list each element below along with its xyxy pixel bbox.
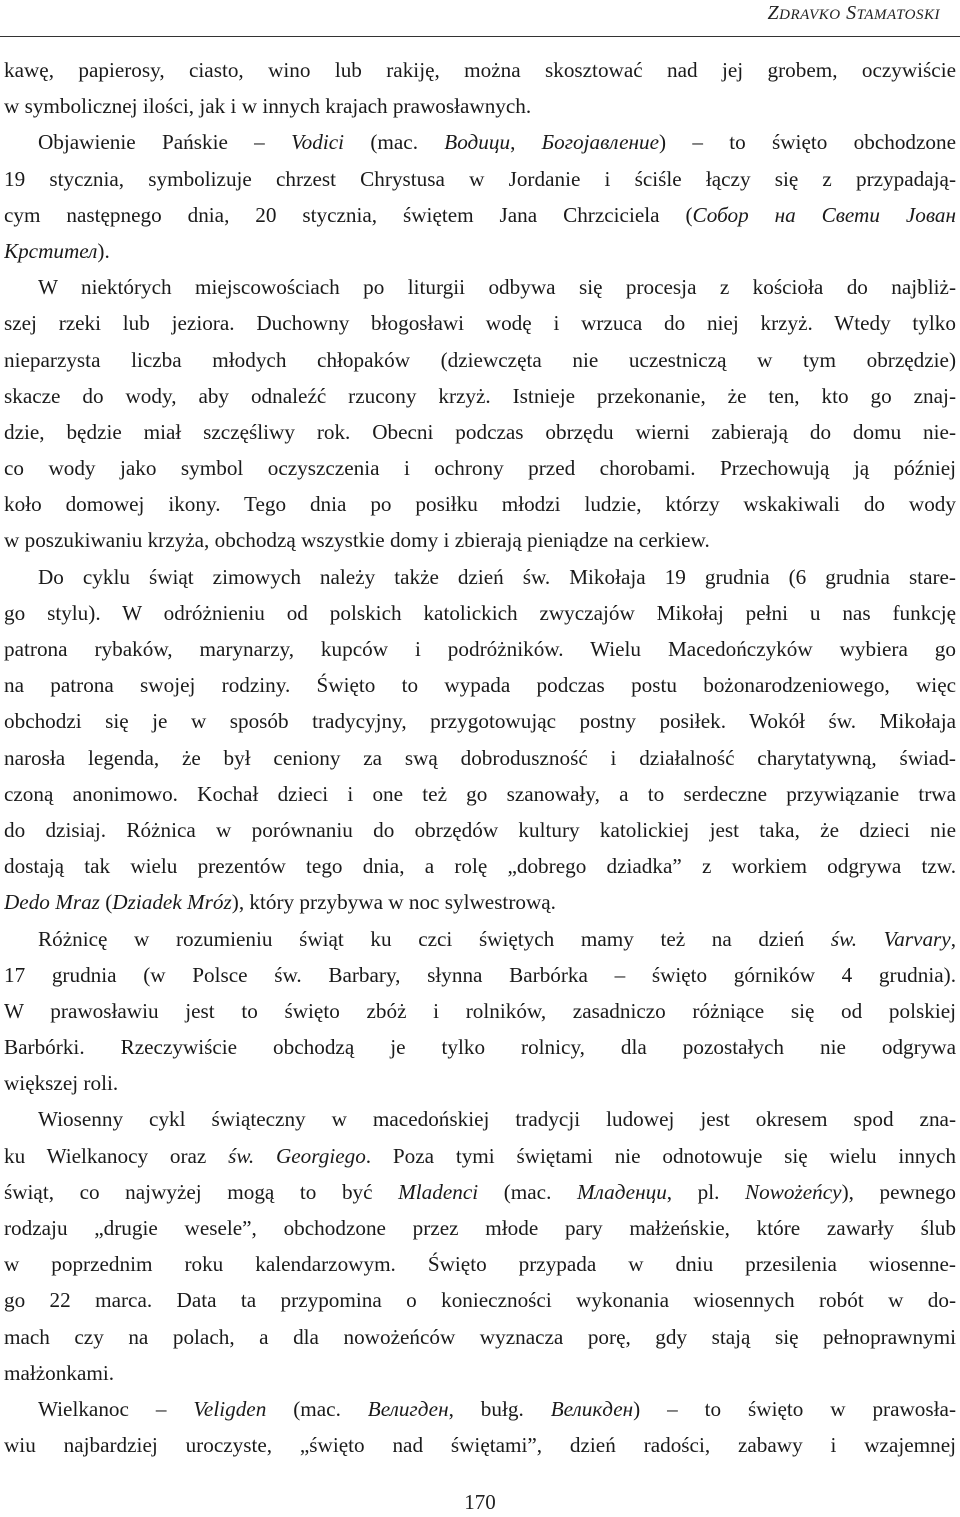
text-line (4, 414, 956, 450)
text-line (4, 1029, 956, 1065)
italic-span: Водици (444, 130, 511, 155)
text-span: . Poza tymi świętami nie odnotowuje się wielu innych (365, 1143, 956, 1168)
text-line (4, 776, 956, 812)
text-line (4, 1210, 956, 1246)
italic-span: Младенци (576, 1179, 667, 1204)
italic-span: Dziadek Mróz (112, 890, 232, 915)
page-number: 170 (464, 1490, 496, 1514)
italic-span: Велигден (367, 1396, 449, 1421)
text-line (4, 522, 956, 558)
text-span: w poprzednim roku kalendarzowym. Święto przypada w dniu przesilenia wiosenne- (4, 1252, 956, 1277)
author-last-initial: S (846, 2, 857, 24)
text-line (4, 957, 956, 993)
running-header (768, 2, 940, 25)
text-span: ). (97, 238, 110, 263)
text-span: go stylu). W odróżnieniu od polskich katolickich zwyczajów Mikołaj pełni u nas funkcję (4, 600, 956, 625)
text-span: go 22 marca. Data ta przypomina o konieczności wykonania wiosennych robót w do- (4, 1288, 956, 1313)
text-span: Różnicę w rozumieniu świąt ku czci świętych mamy też na dzień (38, 926, 831, 951)
text-span: Wielkanoc – (38, 1396, 194, 1421)
text-span: W niektórych miejscowościach po liturgii odbywa się procesja z kościoła do najbliż- (38, 275, 956, 300)
text-span: większej roli. (4, 1071, 119, 1096)
text-line (4, 342, 956, 378)
text-line (4, 486, 956, 522)
text-line (4, 161, 956, 197)
italic-span: św. Georgiego (228, 1143, 366, 1168)
italic-span: św. Varvary (830, 926, 951, 951)
text-line (4, 1391, 956, 1427)
author-first-initial: Z (767, 2, 780, 24)
italic-span: Vodici (291, 130, 345, 155)
text-span: Wiosenny cykl świąteczny w macedońskiej tradycji ludowej jest okresem spod zna- (38, 1107, 956, 1132)
text-line (4, 197, 956, 233)
text-span: 19 stycznia, symbolizuje chrzest Chrystusa w Jordanie i ściśle łączy się z przypadają- (4, 166, 956, 191)
text-span: małżonkami. (4, 1360, 115, 1385)
text-line (4, 993, 956, 1029)
text-line (4, 88, 956, 124)
text-line (4, 921, 956, 957)
text-span: (mac. (266, 1396, 368, 1421)
text-line (4, 378, 956, 414)
text-span: dzie, będzie miał szczęśliwy rok. Obecni podczas obrzędu wierni zabierają do domu nie- (4, 419, 956, 444)
text-line (4, 1065, 956, 1101)
text-line (4, 305, 956, 341)
text-line (4, 631, 956, 667)
text-span: ), który przybywa w noc sylwestrową. (231, 890, 556, 915)
author-last-rest: TAMATOSKI (856, 7, 940, 23)
text-span: ( (99, 890, 113, 915)
text-span: wiu najbardziej uroczyste, „święto nad świętami”, dzień radości, zabawy i wzajemnej (4, 1433, 956, 1458)
text-span: narosła legenda, że był ceniony za swą dobroduszność i działalność charytatywną, świad- (4, 745, 956, 770)
text-span: ), pewnego (841, 1179, 956, 1204)
text-span: nieparzysta liczba młodych chłopaków (dziewczęta nie uczestniczą w tym obrzędzie) (4, 347, 956, 372)
text-line (4, 1101, 956, 1137)
text-span: Do cyklu świąt zimowych należy także dzień św. Mikołaja 19 grudnia (6 grudnia stare- (38, 564, 956, 589)
italic-span: Богојавление (541, 130, 659, 155)
text-span: do dzisiaj. Różnica w porównaniu do obrzędów kultury katolickiej jest taka, że dzieci nie (4, 817, 956, 842)
text-line (4, 1246, 956, 1282)
text-span: Objawienie Pańskie – (38, 130, 292, 155)
text-span: patrona rybaków, marynarzy, kupców i podróżników. Wielu Macedończyków wybiera go (4, 637, 956, 661)
text-span: 17 grudnia (w Polsce św. Barbary, słynna Barbórka – święto górników 4 grudnia). (4, 962, 956, 987)
text-line (4, 1282, 956, 1318)
text-span: Barbórki. Rzeczywiście obchodzą je tylko rolnicy, dla pozostałych nie odgrywa (4, 1035, 956, 1060)
text-span: czoną anonimowo. Kochał dzieci i one też go szanowały, a to serdeczne przywiązanie trwa (4, 781, 956, 806)
text-line (4, 450, 956, 486)
text-span: skacze do wody, aby odnaleźć rzucony krzyż. Istnieje przekonanie, że ten, kto go znaj- (4, 383, 956, 408)
text-line (4, 1319, 956, 1355)
text-span: w symbolicznej ilości, jak i w innych krajach prawosławnych. (4, 94, 532, 119)
text-span: koło domowej ikony. Tego dnia po posiłku młodzi ludzie, którzy wskakiwali do wody (4, 492, 956, 517)
text-span: w poszukiwaniu krzyża, obchodzą wszystkie domy i zbierają pieniądze na cerkiew. (4, 528, 710, 553)
text-span: ku Wielkanocy oraz (4, 1143, 229, 1168)
text-line (4, 559, 956, 595)
text-line (4, 52, 956, 88)
text-span: na patrona swojej rodziny. Święto to wypada podczas postu bożonarodzeniowego, więc (4, 673, 956, 698)
italic-span: Dedo Mraz (4, 890, 100, 915)
text-line (4, 667, 956, 703)
text-span: szej rzeki lub jeziora. Duchowny błogosławi wodę i wrzuca do niej krzyż. Wtedy tylko (4, 311, 956, 336)
text-span: co wody jako symbol oczyszczenia i ochrony przed chorobami. Przechowują ją później (4, 456, 956, 481)
text-line (4, 233, 956, 269)
text-span: świąt, co najwyżej mogą to być (4, 1179, 399, 1204)
author-first-rest: DRAVKO (779, 7, 841, 23)
text-span: mach czy na polach, a dla nowożeńców wyznacza porę, gdy stają się pełnoprawnymi (4, 1324, 956, 1349)
text-span: , (950, 926, 956, 951)
italic-span: Nowożeńcy (745, 1179, 842, 1204)
text-span: rodzaju „drugie wesele”, obchodzone przez młode pary małżeńskie, które zawarły ślub (4, 1216, 956, 1240)
text-line (4, 1138, 956, 1174)
text-line (4, 124, 956, 160)
text-line (4, 740, 956, 776)
text-span: ) – to święto obchodzone (658, 130, 956, 155)
text-line (4, 1174, 956, 1210)
italic-span: Крстител (4, 238, 98, 263)
text-span: cym następnego dnia, 20 stycznia, świętem Jana Chrzciciela ( (4, 202, 693, 227)
header-rule (0, 36, 960, 37)
text-line (4, 812, 956, 848)
text-span: , pl. (666, 1179, 746, 1204)
text-span: , bułg. (448, 1396, 551, 1421)
text-span: obchodzi się je w sposób tradycyjny, przygotowując postny posiłek. Wokół św. Mikołaja (4, 709, 956, 734)
body-text (4, 52, 956, 1463)
italic-span: Veligden (193, 1396, 267, 1421)
text-span: (mac. (344, 130, 445, 155)
text-span: dostają tak wielu prezentów tego dnia, a rolę „dobrego dziadka” z workiem odgrywa tzw. (4, 854, 956, 879)
text-line (4, 884, 956, 920)
text-span: W prawosławiu jest to święto zbóż i rolników, zasadniczo różniące się od polskiej (4, 998, 956, 1023)
text-line (4, 1427, 956, 1463)
text-line (4, 1355, 956, 1391)
text-line (4, 703, 956, 739)
text-span: (mac. (478, 1179, 577, 1204)
text-line (4, 269, 956, 305)
italic-span: Собор на Свети Јован (692, 202, 956, 227)
text-span: ) – to święto w prawosła- (633, 1396, 956, 1421)
text-span: , (510, 130, 542, 155)
italic-span: Mladenci (398, 1179, 479, 1204)
text-span: kawę, papierosy, ciasto, wino lub rakiję, można skosztować nad jej grobem, oczywiście (4, 58, 956, 82)
text-line (4, 848, 956, 884)
text-line (4, 595, 956, 631)
italic-span: Великден (550, 1396, 634, 1421)
